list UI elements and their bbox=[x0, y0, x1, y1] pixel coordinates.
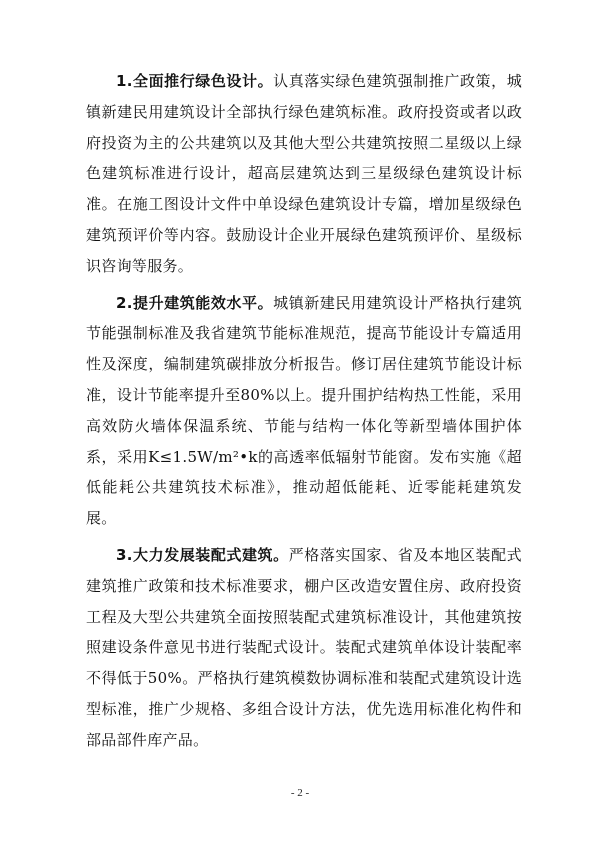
section-text-1: 认真落实绿色建筑强制推广政策，城镇新建民用建筑设计全部执行绿色建筑标准。政府投资或者以政府投资为主的公共建筑以及其他大型公共建筑按照二星级以上绿色建筑标准进行设计，超高层建筑达到三星级绿色建筑设计标准。在施工图设计文件中单设绿色建筑设计专篇，增加星级绿色建筑预评价等内容。鼓励设计企业开展绿色建筑预评价、星级标识咨询等服务。 bbox=[86, 72, 522, 275]
section-heading-3: 3.大力发展装配式建筑。 bbox=[116, 545, 289, 564]
section-text-2: 城镇新建民用建筑设计严格执行建筑节能强制标准及我省建筑节能标准规范，提高节能设计专篇适用性及深度，编制建筑碳排放分析报告。修订居住建筑节能设计标准，设计节能率提升至80%以上。提升围护结构热工性能，采用高效防火墙体保温系统、节能与结构一体化等新型墙体围护体系，采用K≤1.5W/m²•k的高透率低辐射节能窗。发布实施《超低能耗公共建筑技术标准》，推动超低能耗、近零能耗建筑发展。 bbox=[86, 293, 522, 528]
section-text-3: 严格落实国家、省及本地区装配式建筑推广政策和技术标准要求，棚户区改造安置住房、政府投资工程及大型公共建筑全面按照装配式建筑标准设计，其他建筑按照建设条件意见书进行装配式设计。装配式建筑单体设计装配率不得低于50%。严格执行建筑模数协调标准和装配式建筑设计选型标准，推广少规格、多组合设计方法，优先选用标准化构件和部品部件库产品。 bbox=[86, 545, 522, 749]
section-paragraph-3 bbox=[86, 540, 522, 756]
section-heading-2: 2.提升建筑能效水平。 bbox=[116, 293, 274, 312]
section-paragraph-1 bbox=[86, 66, 522, 282]
section-paragraph-2 bbox=[86, 288, 522, 534]
document-body bbox=[86, 66, 522, 762]
page-number: - 2 - bbox=[290, 787, 310, 799]
section-heading-1: 1.全面推行绿色设计。 bbox=[116, 72, 274, 90]
